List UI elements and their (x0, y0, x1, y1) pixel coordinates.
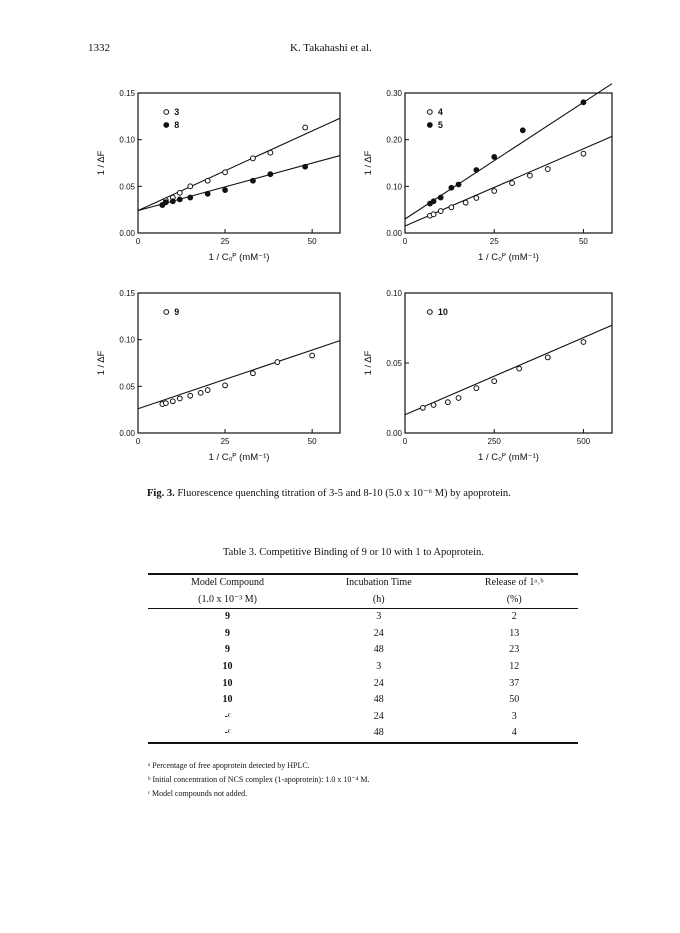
y-tick-label: 0.00 (386, 229, 402, 238)
data-point (456, 396, 461, 401)
x-tick-label: 250 (487, 437, 501, 446)
y-tick-label: 0.15 (119, 289, 135, 298)
y-tick-label: 0.15 (119, 89, 135, 98)
table-cell: -ᶜ (224, 710, 231, 722)
chart-panel-1 (88, 85, 348, 270)
x-tick-label: 0 (135, 237, 141, 246)
fit-line (405, 136, 612, 226)
data-point (431, 212, 436, 217)
table-cell: 4 (450, 725, 578, 743)
legend-marker (164, 310, 169, 315)
table-row (148, 642, 578, 659)
data-point (268, 150, 273, 155)
table-cell: 12 (509, 660, 520, 672)
x-tick-label: 50 (578, 237, 588, 246)
y-axis-label: 1 / ΔF (96, 350, 107, 376)
table-footnote: ᶜ Model compounds not added. (148, 789, 248, 798)
data-point (449, 205, 454, 210)
table-row (148, 626, 578, 643)
fit-line (405, 325, 612, 415)
x-axis-label: 1 / C₀ᴾ (mM⁻¹) (208, 252, 270, 263)
data-point (545, 355, 550, 360)
table-cell: 9 (225, 644, 231, 656)
y-tick-label: 0.10 (119, 335, 135, 345)
data-point (198, 390, 203, 395)
data-point (275, 360, 280, 365)
legend-label: 8 (174, 120, 180, 130)
y-tick-label: 0.10 (386, 182, 402, 192)
column-header: Release of 1ᵃ˒ᵇ (450, 574, 578, 592)
table-cell: 24 (373, 710, 384, 722)
data-table (148, 573, 578, 744)
x-tick-label: 50 (307, 237, 317, 246)
table-cell: 3 (511, 710, 517, 722)
legend-label: 10 (437, 307, 448, 317)
fit-line (138, 118, 340, 210)
table-row (148, 692, 578, 709)
table-cell: 3 (376, 660, 382, 672)
data-point (581, 100, 586, 105)
data-point (474, 168, 479, 173)
x-tick-label: 25 (489, 237, 499, 246)
table-row (148, 609, 578, 626)
y-tick-label: 0.05 (119, 382, 135, 392)
table-footnote: ᵇ Initial concentration of NCS complex (1-apoprotein): 1.0 x 10⁻⁴ M. (148, 775, 370, 784)
data-point (520, 128, 525, 133)
table-cell: 2 (511, 611, 517, 623)
y-tick-label: 0.05 (119, 182, 135, 192)
x-tick-label: 0 (402, 237, 408, 246)
legend-marker (427, 310, 432, 315)
data-point (431, 403, 436, 408)
data-point (492, 155, 497, 160)
data-point (170, 199, 175, 204)
legend-marker (427, 123, 432, 128)
legend-marker (164, 123, 169, 128)
legend-label: 3 (174, 107, 180, 117)
data-point (456, 182, 461, 187)
table-cell: 48 (307, 725, 450, 743)
data-point (492, 379, 497, 384)
column-header: Model Compound (148, 574, 307, 592)
x-tick-label: 25 (220, 237, 230, 246)
data-point (205, 191, 210, 196)
legend-marker (164, 110, 169, 115)
data-point (445, 400, 450, 405)
data-point (251, 178, 256, 183)
legend-marker (427, 110, 432, 115)
data-point (223, 383, 228, 388)
x-axis-label: 1 / C₀ᴾ (mM⁻¹) (478, 252, 539, 263)
data-point (492, 189, 497, 194)
figure-caption (147, 487, 511, 499)
y-axis-label: 1 / ΔF (96, 150, 107, 176)
legend-label: 4 (437, 107, 443, 117)
y-tick-label: 0.30 (386, 89, 402, 98)
data-point (517, 366, 522, 371)
data-point (581, 151, 586, 156)
column-header: Incubation Time (307, 574, 450, 592)
plot-frame (405, 293, 612, 433)
data-point (310, 353, 315, 358)
table-cell: 3 (376, 611, 382, 623)
page-number: 1332 (88, 42, 110, 54)
x-tick-label: 0 (402, 437, 408, 446)
data-point (223, 188, 228, 193)
table-cell: 50 (509, 694, 520, 706)
data-point (438, 195, 443, 200)
figure-caption-text: Fluorescence quenching titration of 3-5 and 8-10 (5.0 x 10⁻⁶ M) by apoprotein. (177, 488, 511, 499)
data-point (205, 178, 210, 183)
table-cell: 9 (225, 611, 231, 623)
x-axis-label: 1 / C₀ᴾ (mM⁻¹) (478, 452, 539, 463)
data-point (431, 199, 436, 204)
table-row (148, 725, 578, 743)
table-title: Table 3. Competitive Binding of 9 or 10 with 1 to Apoprotein. (223, 547, 484, 558)
table-cell: 24 (373, 627, 384, 639)
fit-line (138, 341, 340, 409)
table-row (148, 709, 578, 726)
table-row (148, 676, 578, 693)
y-tick-label: 0.05 (386, 359, 402, 368)
data-point (205, 388, 210, 393)
data-point (438, 209, 443, 214)
table-footnote: ᵃ Percentage of free apoprotein detected by HPLC. (148, 761, 310, 770)
y-tick-label: 0.20 (386, 135, 402, 145)
table-cell: 24 (373, 677, 384, 689)
x-tick-label: 0 (135, 437, 141, 446)
x-axis-label: 1 / C₀ᴾ (mM⁻¹) (208, 452, 270, 463)
table-cell: 10 (222, 694, 233, 706)
data-point (510, 181, 515, 186)
column-header: (h) (307, 592, 450, 609)
y-tick-label: 0.00 (386, 429, 402, 438)
fit-line (405, 84, 612, 219)
table-header-row (148, 574, 578, 592)
y-tick-label: 0.10 (386, 289, 402, 298)
data-point (268, 172, 273, 177)
data-point (420, 405, 425, 410)
table-header-row (148, 592, 578, 609)
y-tick-label: 0.00 (119, 429, 135, 438)
data-point (251, 371, 256, 376)
data-point (177, 396, 182, 401)
data-point (223, 170, 228, 175)
table-cell: 37 (509, 677, 520, 689)
table-cell: 10 (222, 660, 233, 672)
table-cell: 23 (509, 644, 520, 656)
table-cell: 10 (222, 677, 233, 689)
data-point (474, 196, 479, 201)
y-axis-label: 1 / ΔF (363, 350, 374, 376)
data-point (163, 401, 168, 406)
table-cell: 48 (373, 644, 384, 656)
data-point (474, 386, 479, 391)
chart-panel-4 (355, 285, 620, 470)
data-point (188, 393, 193, 398)
data-point (163, 200, 168, 205)
x-tick-label: 50 (307, 437, 317, 446)
data-point (545, 167, 550, 172)
column-header: (1.0 x 10⁻³ M) (148, 592, 307, 609)
column-header: (%) (450, 592, 578, 609)
data-point (188, 184, 193, 189)
table-cell: 13 (509, 627, 520, 639)
y-axis-label: 1 / ΔF (363, 150, 374, 176)
data-point (251, 156, 256, 161)
data-point (463, 200, 468, 205)
chart-panel-3 (88, 285, 348, 470)
table-cell: -ᶜ (148, 725, 307, 743)
data-point (177, 197, 182, 202)
data-point (528, 173, 533, 178)
table-row (148, 659, 578, 676)
data-point (170, 399, 175, 404)
table-cell: 48 (373, 694, 384, 706)
data-point (581, 340, 586, 345)
legend-label: 5 (437, 120, 443, 130)
y-tick-label: 0.00 (119, 229, 135, 238)
x-tick-label: 25 (220, 437, 230, 446)
running-title: K. Takahashi et al. (290, 42, 372, 54)
table-cell: 9 (225, 627, 231, 639)
y-tick-label: 0.10 (119, 135, 135, 145)
data-point (303, 164, 308, 169)
data-point (449, 185, 454, 190)
chart-panel-2 (355, 85, 620, 270)
x-tick-label: 500 (576, 437, 591, 446)
data-point (177, 190, 182, 195)
legend-label: 9 (174, 307, 180, 317)
figure-caption-label: Fig. 3. (147, 488, 175, 499)
data-point (303, 125, 308, 130)
data-point (188, 195, 193, 200)
